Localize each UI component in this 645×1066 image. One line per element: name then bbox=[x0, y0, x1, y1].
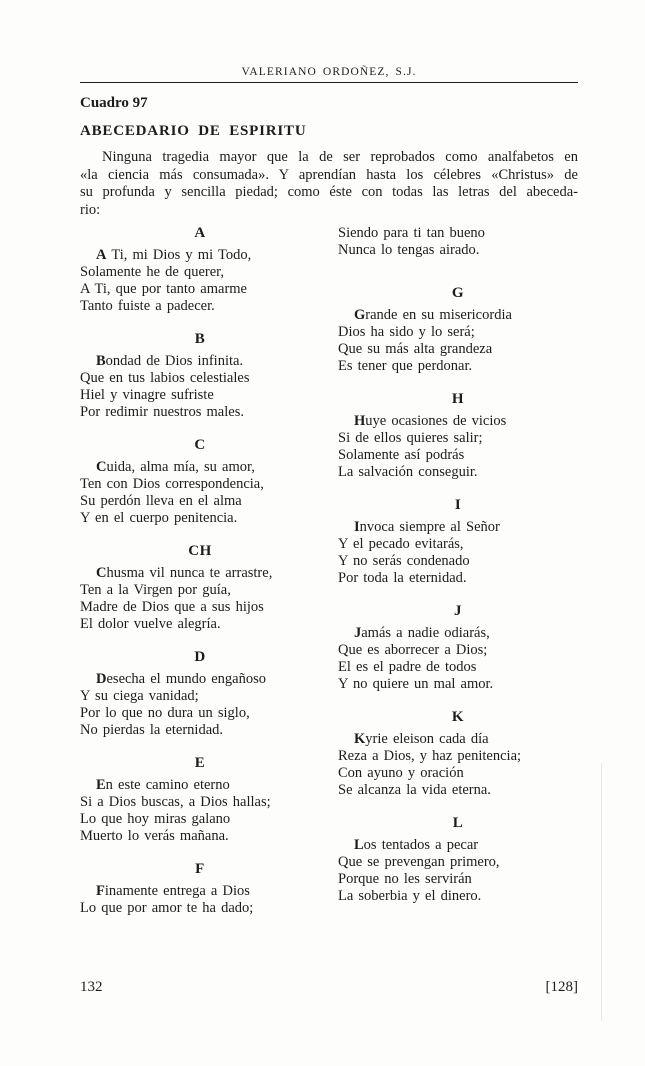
stanza bbox=[80, 247, 320, 315]
page-footer bbox=[80, 979, 578, 996]
poem-line: La salvación conseguir. bbox=[338, 464, 478, 480]
poem-line: Desecha el mundo engañoso bbox=[96, 671, 267, 687]
stanza bbox=[80, 565, 320, 633]
poem-line: La soberbia y el dinero. bbox=[338, 888, 482, 904]
poem-line: Por redimir nuestros males. bbox=[80, 404, 244, 420]
poem-line: Lo que por amor te ha dado; bbox=[80, 900, 254, 916]
section-letter: D bbox=[194, 649, 206, 665]
stanza bbox=[338, 225, 578, 259]
section-letter: L bbox=[452, 815, 464, 831]
poem-section-e bbox=[80, 755, 320, 845]
poem-line: Los tentados a pecar bbox=[354, 837, 479, 853]
poem-line: Jamás a nadie odiarás, bbox=[354, 625, 490, 641]
poem-columns bbox=[80, 225, 578, 933]
poem-line: Y no quiere un mal amor. bbox=[338, 676, 494, 692]
section-letter: F bbox=[195, 861, 205, 877]
section-letter: A bbox=[194, 225, 206, 241]
scan-artifact-line bbox=[601, 763, 602, 1021]
poem-line: Solamente he de querer, bbox=[80, 264, 225, 280]
poem-line: Ten a la Virgen por guía, bbox=[80, 582, 231, 598]
poem-line: Y en el cuerpo penitencia. bbox=[80, 510, 238, 526]
poem-line: Dios ha sido y lo será; bbox=[338, 324, 475, 340]
poem-line: Y su ciega vanidad; bbox=[80, 688, 199, 704]
section-letter: CH bbox=[188, 543, 212, 559]
poem-section-b bbox=[80, 331, 320, 421]
poem-section-g bbox=[338, 285, 578, 375]
poem-section-h bbox=[338, 391, 578, 481]
right-column bbox=[338, 225, 578, 933]
poem-line: En este camino eterno bbox=[96, 777, 230, 793]
intro-line: rio: bbox=[80, 201, 101, 218]
stanza bbox=[338, 625, 578, 693]
poem-line: Y el pecado evitarás, bbox=[338, 536, 464, 552]
poem-line: Invoca siempre al Señor bbox=[354, 519, 500, 535]
poem-line: Por lo que no dura un siglo, bbox=[80, 705, 250, 721]
stanza bbox=[338, 307, 578, 375]
stanza bbox=[80, 459, 320, 527]
section-letter: I bbox=[454, 497, 462, 513]
poem-line: Porque no les servirán bbox=[338, 871, 472, 887]
poem-line: Si a Dios buscas, a Dios hallas; bbox=[80, 794, 271, 810]
poem-line: Siendo para ti tan bueno bbox=[338, 225, 485, 241]
section-letter: B bbox=[194, 331, 206, 347]
section-letter: G bbox=[451, 285, 465, 301]
section-letter: H bbox=[451, 391, 465, 407]
poem-line: No pierdas la eternidad. bbox=[80, 722, 224, 738]
poem-line: Grande en su misericordia bbox=[354, 307, 512, 323]
poem-line: Que en tus labios celestiales bbox=[80, 370, 250, 386]
poem-line: A Ti, mi Dios y mi Todo, bbox=[96, 247, 252, 263]
left-column bbox=[80, 225, 320, 933]
stanza bbox=[80, 671, 320, 739]
poem-section-ch bbox=[80, 543, 320, 633]
book-page bbox=[0, 66, 645, 1066]
poem-line: El es el padre de todos bbox=[338, 659, 477, 675]
poem-line: Ten con Dios correspondencia, bbox=[80, 476, 264, 492]
stanza bbox=[338, 837, 578, 905]
poem-line: Finamente entrega a Dios bbox=[96, 883, 250, 899]
section-letter: K bbox=[451, 709, 465, 725]
page-number: 132 bbox=[80, 979, 103, 995]
poem-line: Cuida, alma mía, su amor, bbox=[96, 459, 255, 475]
poem-line: Kyrie eleison cada día bbox=[354, 731, 489, 747]
stanza bbox=[338, 413, 578, 481]
poem-line: Se alcanza la vida eterna. bbox=[338, 782, 491, 798]
stanza bbox=[80, 353, 320, 421]
poem-line: Es tener que perdonar. bbox=[338, 358, 473, 374]
poem-line: Nunca lo tengas airado. bbox=[338, 242, 480, 258]
stanza bbox=[338, 519, 578, 587]
poem-continuation bbox=[338, 225, 578, 259]
poem-line: Por toda la eternidad. bbox=[338, 570, 467, 586]
section-letter: J bbox=[454, 603, 462, 619]
poem-line: Su perdón lleva en el alma bbox=[80, 493, 242, 509]
header-rule bbox=[80, 82, 578, 83]
poem-section-l bbox=[338, 815, 578, 905]
poem-section-i bbox=[338, 497, 578, 587]
poem-line: El dolor vuelve alegría. bbox=[80, 616, 221, 632]
poem-line: Chusma vil nunca te arrastre, bbox=[96, 565, 273, 581]
stanza bbox=[80, 777, 320, 845]
poem-section-k bbox=[338, 709, 578, 799]
poem-line: Huye ocasiones de vicios bbox=[354, 413, 507, 429]
poem-line: Hiel y vinagre sufriste bbox=[80, 387, 214, 403]
poem-line: Que su más alta grandeza bbox=[338, 341, 493, 357]
intro-line: «la ciencia más consumada». Y aprendían hasta los célebres «Christus» de bbox=[80, 166, 578, 183]
poem-line: Que se prevengan primero, bbox=[338, 854, 500, 870]
intro-line: su profunda y sencilla piedad; como éste con todas las letras del abeceda- bbox=[80, 184, 578, 200]
poem-section-f bbox=[80, 861, 320, 917]
poem-line: Lo que hoy miras galano bbox=[80, 811, 231, 827]
poem-line: Bondad de Dios infinita. bbox=[96, 353, 244, 369]
poem-section-a bbox=[80, 225, 320, 315]
poem-line: Y no serás condenado bbox=[338, 553, 470, 569]
poem-line: Reza a Dios, y haz penitencia; bbox=[338, 748, 522, 764]
poem-section-d bbox=[80, 649, 320, 739]
poem-line: Que es aborrecer a Dios; bbox=[338, 642, 488, 658]
page-title: ABECEDARIO DE ESPIRITU bbox=[80, 123, 307, 139]
section-letter: E bbox=[194, 755, 206, 771]
intro-paragraph bbox=[80, 149, 578, 219]
poem-line: Tanto fuiste a padecer. bbox=[80, 298, 215, 314]
poem-line: Solamente así podrás bbox=[338, 447, 465, 463]
poem-line: Madre de Dios que a sus hijos bbox=[80, 599, 264, 615]
poem-line: A Ti, que por tanto amarme bbox=[80, 281, 247, 297]
poem-section-j bbox=[338, 603, 578, 693]
intro-line: Ninguna tragedia mayor que la de ser reprobados como analfabetos en bbox=[102, 149, 578, 165]
bracket-page-number: [128] bbox=[545, 979, 578, 995]
poem-section-c bbox=[80, 437, 320, 527]
stanza bbox=[338, 731, 578, 799]
poem-line: Muerto lo verás mañana. bbox=[80, 828, 229, 844]
running-header: VALERIANO ORDOÑEZ, S.J. bbox=[241, 66, 417, 78]
cuadro-label: Cuadro 97 bbox=[80, 95, 148, 111]
poem-line: Si de ellos quieres salir; bbox=[338, 430, 483, 446]
poem-line: Con ayuno y oración bbox=[338, 765, 464, 781]
stanza bbox=[80, 883, 320, 917]
section-letter: C bbox=[194, 437, 206, 453]
